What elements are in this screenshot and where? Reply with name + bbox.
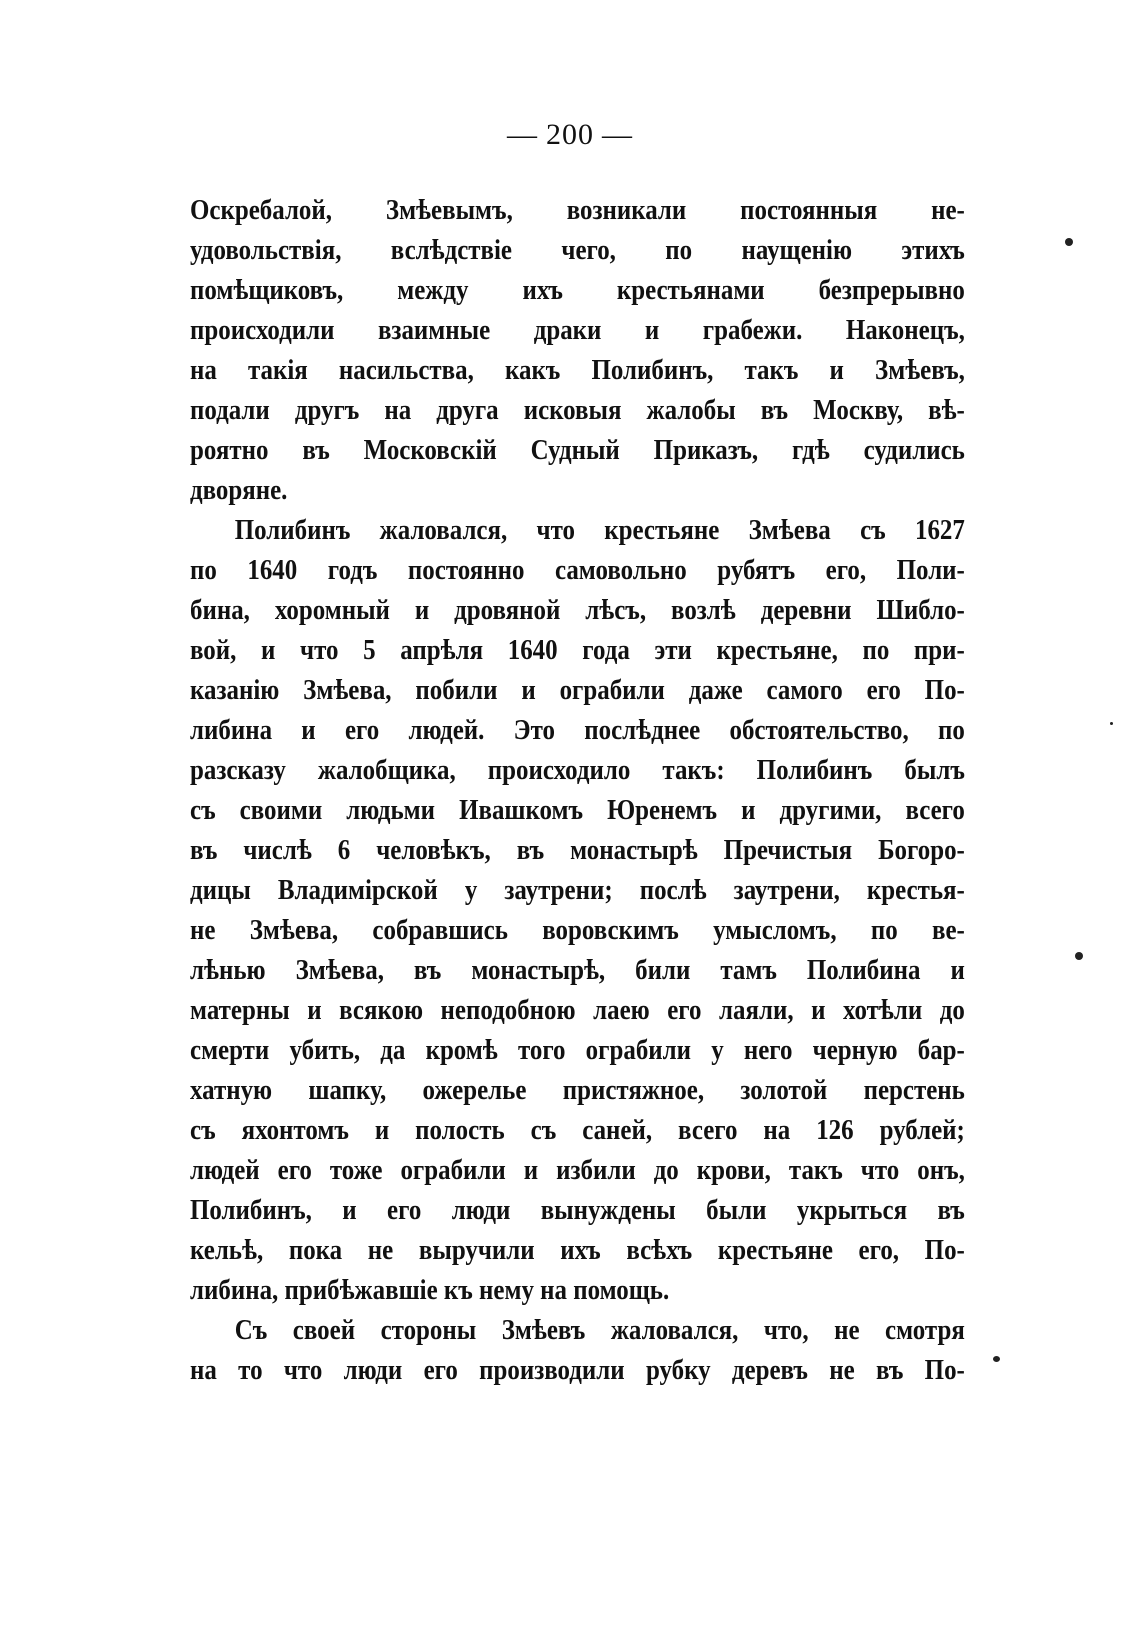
scan-speck (1075, 952, 1083, 960)
scan-speck (1110, 722, 1113, 725)
text-line: не Змѣева, собравшись воровскимъ умысломъ, по ве- (190, 914, 965, 946)
text-line: вой, и что 5 апрѣля 1640 года эти крестьяне, по при- (190, 634, 965, 666)
text-line: либина и его людей. Это послѣднее обстоятельство, по (190, 714, 965, 746)
paragraph-start-line: Полибинъ жаловался, что крестьяне Змѣева съ 1627 (234, 514, 965, 546)
text-line: Полибинъ, и его люди вынуждены были укрыться въ (190, 1194, 965, 1226)
text-line: матерны и всякою неподобною лаею его лаяли, и хотѣли до (190, 994, 965, 1026)
text-line: смерти убить, да кромѣ того ограбили у него черную бар- (190, 1034, 965, 1066)
text-line: помѣщиковъ, между ихъ крестьянами безпрерывно (190, 274, 965, 306)
text-line: бина, хоромный и дровяной лѣсъ, возлѣ деревни Шибло- (190, 594, 965, 626)
body-text (190, 190, 965, 1390)
text-line: удовольствія, вслѣдствіе чего, по наущенію этихъ (190, 234, 965, 266)
text-line: по 1640 годъ постоянно самовольно рубятъ его, Поли- (190, 554, 965, 586)
text-line: происходили взаимные драки и грабежи. Наконецъ, (190, 314, 965, 346)
text-line: либина, прибѣжавшіе къ нему на помощь. (190, 1274, 670, 1306)
text-line: казанію Змѣева, побили и ограбили даже самого его По- (190, 674, 965, 706)
page-number-dash-right: — (602, 118, 633, 151)
page-number-dash-left: — (507, 118, 538, 151)
text-line: съ своими людьми Ивашкомъ Юренемъ и другими, всего (190, 794, 965, 826)
scan-speck (1065, 238, 1073, 246)
text-line: подали другъ на друга исковыя жалобы въ Москву, вѣ- (190, 394, 965, 426)
text-line: Оскребалой, Змѣевымъ, возникали постоянныя не- (190, 194, 965, 226)
text-line: разсказу жалобщика, происходило такъ: Полибинъ былъ (190, 754, 965, 786)
text-line: лѣнью Змѣева, въ монастырѣ, били тамъ Полибина и (190, 954, 965, 986)
text-line: людей его тоже ограбили и избили до крови, такъ что онъ, (190, 1154, 965, 1186)
paragraph-start-line: Съ своей стороны Змѣевъ жаловался, что, не смотря (234, 1314, 965, 1346)
text-line: хатную шапку, ожерелье пристяжное, золотой перстень (190, 1074, 965, 1106)
text-line: на то что люди его производили рубку деревъ не въ По- (190, 1354, 965, 1386)
text-line: роятно въ Московскій Судный Приказъ, гдѣ судились (190, 434, 965, 466)
page-number (0, 118, 1140, 152)
text-line: въ числѣ 6 человѣкъ, въ монастырѣ Пречистыя Богоро- (190, 834, 965, 866)
text-line: на такія насильства, какъ Полибинъ, такъ и Змѣевъ, (190, 354, 965, 386)
text-line: съ яхонтомъ и полость съ саней, всего на 126 рублей; (190, 1114, 965, 1146)
page-number-value: 200 (546, 118, 594, 151)
scan-speck (993, 1356, 1000, 1362)
text-line: дицы Владимірской у заутрени; послѣ заутрени, крестья- (190, 874, 965, 906)
text-line: дворяне. (190, 474, 288, 506)
text-line: кельѣ, пока не выручили ихъ всѣхъ крестьяне его, По- (190, 1234, 965, 1266)
